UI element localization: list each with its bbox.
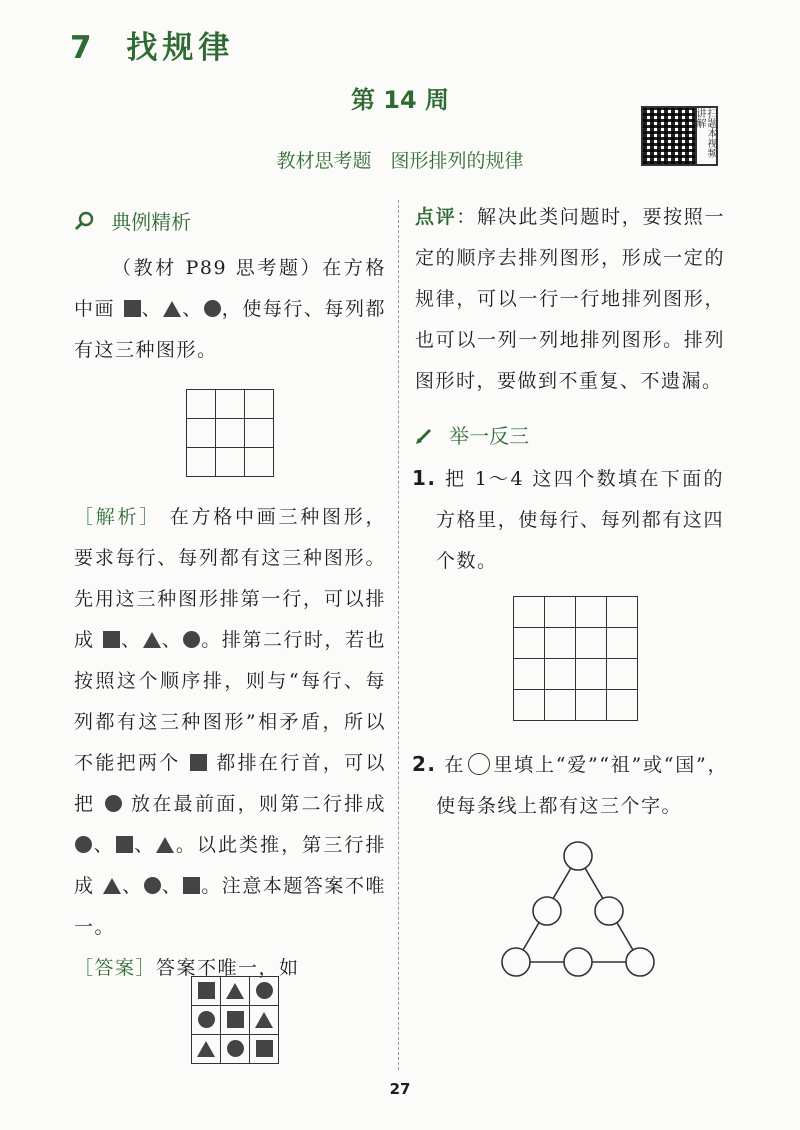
triangle-shape bbox=[156, 837, 174, 853]
analysis-text: 都排在行首，可以把 bbox=[74, 752, 386, 815]
practice-section-header bbox=[414, 420, 529, 449]
left-mid-circle[interactable] bbox=[533, 897, 561, 925]
answer-cell bbox=[221, 1006, 250, 1035]
analysis-text: 放在最前面，则第二行排成 bbox=[131, 793, 386, 815]
answer-cell bbox=[250, 1035, 279, 1064]
qr-label: 扫题本视频讲解 bbox=[694, 106, 718, 166]
square-shape bbox=[190, 754, 207, 771]
question-number: 2. bbox=[412, 752, 437, 776]
triangle-shape bbox=[163, 301, 181, 317]
triangle-shape bbox=[103, 878, 121, 894]
square-shape bbox=[227, 1011, 244, 1028]
magnifier-icon bbox=[74, 210, 96, 232]
analysis-text: 。注意本题答案不唯一。 bbox=[74, 875, 386, 938]
comment-text: ：解决此类问题时，要按照一定的顺序去排列图形，形成一定的规律，可以一行一行地排列图形，也可以一列一列地排列图形。排列图形时，要做到不重复、不遗漏。 bbox=[415, 206, 725, 392]
example-problem: （教材 P89 思考题）在方格中画 、 、 ，使每行、每列都有这三种图形。 bbox=[74, 257, 386, 361]
answer-cell bbox=[250, 1006, 279, 1035]
answer-text: 答案不唯一，如 bbox=[156, 957, 300, 979]
comment-block bbox=[415, 197, 725, 402]
square-shape bbox=[198, 982, 215, 999]
right-mid-circle[interactable] bbox=[595, 897, 623, 925]
question-text: 把 1～4 这四个数填在下面的方格里，使每行、每列都有这四个数。 bbox=[436, 468, 724, 572]
bottom-right-circle[interactable] bbox=[626, 948, 654, 976]
chapter-title: 找规律 bbox=[126, 30, 235, 66]
triangle-shape bbox=[255, 1012, 273, 1028]
chapter-number: 7 bbox=[70, 30, 97, 66]
section-title: 典例精析 bbox=[111, 210, 192, 234]
empty-4x4-grid[interactable] bbox=[513, 596, 638, 721]
square-shape bbox=[183, 877, 200, 894]
circle-shape bbox=[75, 836, 92, 853]
analysis-text: 。以此类推，第三行排成 bbox=[74, 834, 386, 897]
bottom-mid-circle[interactable] bbox=[564, 948, 592, 976]
problem-text: （教材 P89 思考题）在方格中画 bbox=[74, 257, 386, 320]
circle-shape bbox=[105, 795, 122, 812]
blank-circle bbox=[468, 753, 490, 775]
answer-grid bbox=[191, 976, 279, 1064]
answer-cell bbox=[192, 1035, 221, 1064]
answer-label: ［答案］ bbox=[74, 957, 157, 979]
example-section-header bbox=[74, 206, 191, 235]
question-number: 1. bbox=[412, 466, 437, 490]
analysis-label: ［解析］ bbox=[74, 506, 161, 528]
question-2 bbox=[412, 744, 728, 827]
analysis-block: ［解析］ 在方格中画三种图形，要求每行、每列都有这三种图形。先用这三种图形排第一行，可以排成 、 、 。排第二行时，若也按照这个顺序排，则与“每行、每列都有这三种图形”相矛盾，所以不能把两个 都排在行首，可以把 放在最前面，则第二行排成 、 、 。以此类推，第三行排成 、 、 。注意本题答案不唯一。 ［答案］答案不唯一，如 bbox=[74, 506, 386, 979]
answer-cell bbox=[250, 977, 279, 1006]
qr-code-icon[interactable] bbox=[641, 106, 697, 166]
square-shape bbox=[256, 1040, 273, 1057]
question-text: 在 bbox=[444, 754, 466, 776]
circle-shape bbox=[144, 877, 161, 894]
analysis-text: 在方格中画三种图形，要求每行、每列都有这三种图形。先用这三种图形排第一行，可以排成 bbox=[74, 506, 386, 651]
circle-shape bbox=[204, 300, 221, 317]
answer-cell bbox=[192, 1006, 221, 1035]
square-shape bbox=[116, 836, 133, 853]
pencil-icon bbox=[414, 424, 436, 446]
column-divider bbox=[398, 200, 399, 1070]
page-number: 27 bbox=[389, 1080, 411, 1098]
circle-shape bbox=[198, 1011, 215, 1028]
triangle-shape bbox=[143, 632, 161, 648]
question-text: 里填上“爱”“祖”或“国”，使每条线上都有这三个字。 bbox=[436, 754, 728, 817]
problem-text-tail: ，使每行、每列都有这三种图形。 bbox=[74, 298, 386, 361]
square-shape bbox=[124, 300, 141, 317]
comment-label: 点评 bbox=[415, 206, 457, 228]
triangle-shape bbox=[226, 983, 244, 999]
top-circle[interactable] bbox=[564, 842, 592, 870]
section-title: 举一反三 bbox=[449, 424, 530, 448]
question-1 bbox=[412, 458, 724, 582]
answer-cell bbox=[221, 1035, 250, 1064]
circle-shape bbox=[183, 631, 200, 648]
analysis-text: 。排第二行时，若也按照这个顺序排，则与“每行、每列都有这三种图形”相矛盾，所以不能把两个 bbox=[74, 629, 386, 774]
triangle-circle-diagram bbox=[498, 838, 662, 986]
square-shape bbox=[103, 631, 120, 648]
triangle-shape bbox=[197, 1041, 215, 1057]
circle-shape bbox=[227, 1040, 244, 1057]
circle-shape bbox=[256, 982, 273, 999]
lesson-subtitle: 教材思考题 图形排列的规律 bbox=[276, 150, 524, 172]
bottom-left-circle[interactable] bbox=[502, 948, 530, 976]
answer-cell bbox=[221, 977, 250, 1006]
chapter-heading bbox=[70, 22, 234, 67]
answer-cell bbox=[192, 977, 221, 1006]
empty-3x3-grid bbox=[186, 389, 274, 477]
week-title: 第 14 周 bbox=[350, 86, 450, 114]
